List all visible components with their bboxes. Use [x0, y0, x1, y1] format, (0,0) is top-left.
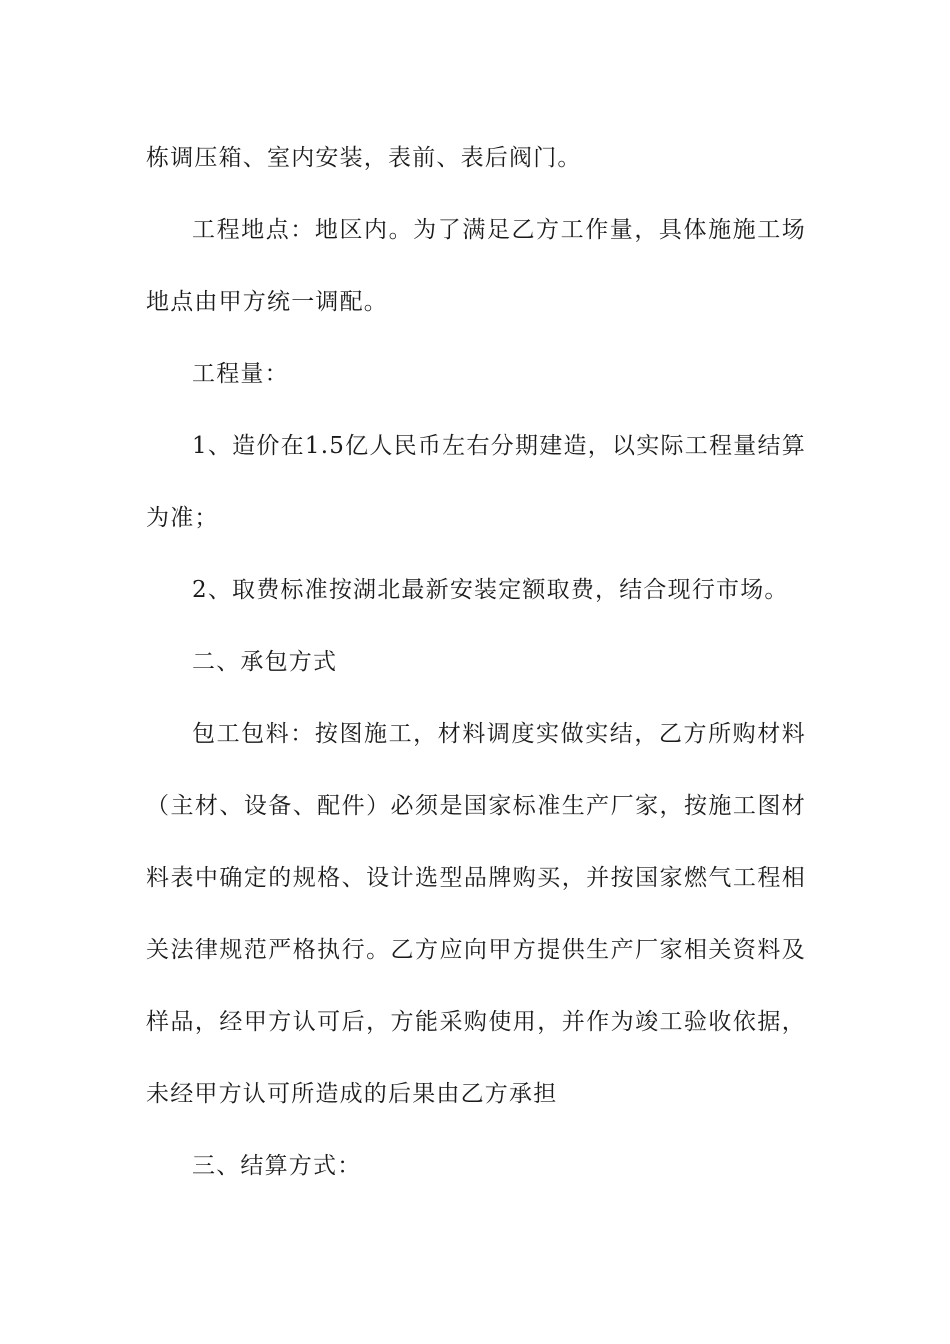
document-page	[146, 122, 806, 1202]
section-heading-settlement: 三、结算方式：	[192, 1153, 362, 1179]
paragraph-contract-terms: 包工包料：按图施工，材料调度实做实结，乙方所购材料（主材、设备、配件）必须是国家标准生产厂家，按施工图材料表中确定的规格、设计选型品牌购买，并按国家燃气工程相关法律规范严格执行。乙方应向甲方提供生产厂家相关资料及样品，经甲方认可后，方能采购使用，并作为竣工验收依据，未经甲方认可所造成的后果由乙方承担	[146, 721, 806, 1107]
paragraph-continuation: 栋调压箱、室内安装，表前、表后阀门。	[146, 145, 582, 171]
paragraph-cost-item-2: 2、取费标准按湖北最新安装定额取费，结合现行市场。	[192, 577, 789, 603]
paragraph-project-location: 工程地点：地区内。为了满足乙方工作量，具体施施工场地点由甲方统一调配。	[146, 217, 806, 315]
paragraph-cost-item-1: 1、造价在1.5亿人民币左右分期建造，以实际工程量结算为准；	[146, 433, 806, 531]
paragraph-quantity-heading: 工程量：	[192, 361, 289, 387]
section-heading-contract-method: 二、承包方式	[192, 649, 338, 675]
